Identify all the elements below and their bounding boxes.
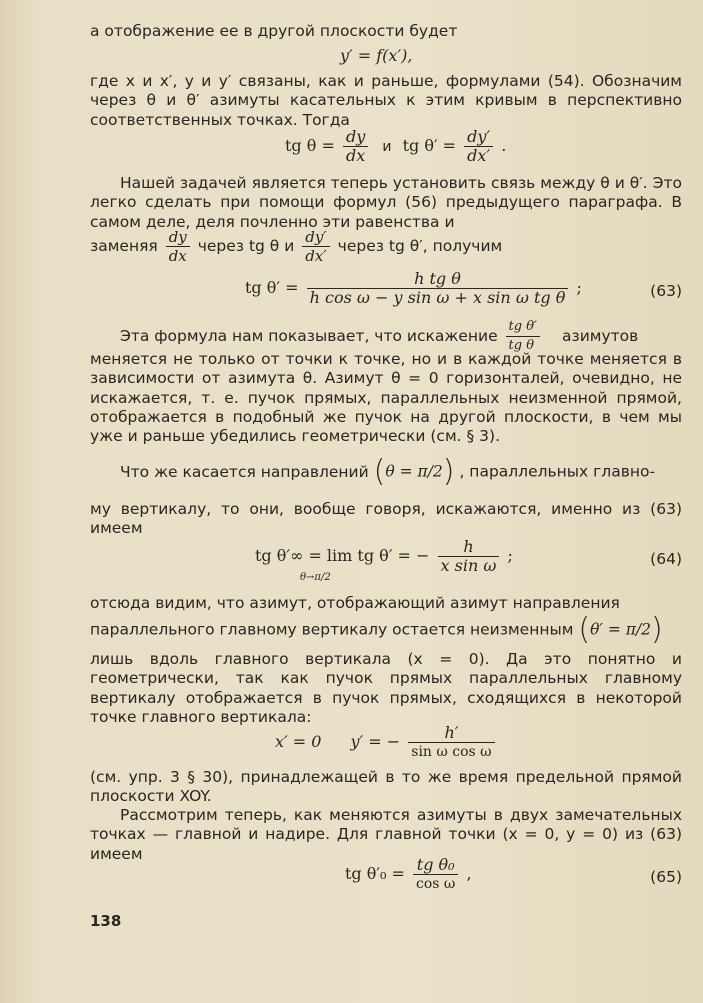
paragraph-reference: (см. упр. 3 § 30), принадлежащей в то же время предельной прямой плоскости XOY. <box>90 768 682 806</box>
paragraph-replace-line <box>90 228 682 268</box>
distortion-text-a: Эта формула нам показывает, что искажение <box>120 327 498 345</box>
frac-dy: dy <box>166 228 190 247</box>
paragraph-distortion-line <box>90 318 682 354</box>
eq65-end: , <box>466 864 472 883</box>
paragraph-intro: а отображение ее в другой плоскости будет <box>90 22 458 40</box>
eq2-num1: dy <box>343 128 368 147</box>
paren2-open: ( <box>578 612 591 647</box>
paragraph-azimuth-def: где x и x′, y и y′ связаны, как и раньше, формулами (54). Обозначим через θ и θ′ азимуты касательных к этим кривым в перспективно соответственных точках. Тогда <box>90 72 682 129</box>
vp-y: y′ = − <box>350 732 401 751</box>
eq63-den: h cos ω − y sin ω + x sin ω tg θ <box>309 288 566 307</box>
equation-65 <box>90 856 682 900</box>
equation-tangent-azimuths <box>90 128 682 172</box>
eq63-frac <box>307 270 569 307</box>
equation-curve-text: y′ = f(x′), <box>340 46 413 65</box>
paragraph-directions: му вертикалу, то они, вообще говоря, искажаются, именно из (63) имеем <box>90 500 682 538</box>
directions-text-a: Что же касается направлений <box>120 462 369 481</box>
equation-63 <box>90 270 682 314</box>
eq2-mid: tg θ′ = <box>402 136 457 155</box>
eq65-den: cos ω <box>416 876 456 892</box>
vp-den: sin ω cos ω <box>411 744 492 760</box>
replace-through-2: через tg θ′, получим <box>337 237 503 255</box>
paragraph-main-vertical: лишь вдоль главного вертикала (x = 0). Да это понятно и геометрически, так как пучок прямых параллельных главному вертикалу отображается в пучок прямых, сходящихся в некоторой точке главного вертикала: <box>90 650 682 726</box>
paragraph-remarkable-points: Рассмотрим теперь, как меняются азимуты в двух замечательных точках — главной и надире. Для главной точки (x = 0, y = 0) из (63) имеем <box>90 806 682 863</box>
eq63-end: ; <box>576 278 582 297</box>
eq63-left: tg θ′ = <box>245 278 299 297</box>
page-number: 138 <box>90 912 122 930</box>
equation-number-65: (65) <box>650 868 682 886</box>
eq64-num: h <box>438 538 500 557</box>
direction-condition: θ = π/2 <box>385 462 443 481</box>
eq64-left: tg θ′∞ = lim tg θ′ = − <box>255 546 430 565</box>
frac-dyp-dxp <box>302 228 329 265</box>
eq65-left: tg θ′₀ = <box>345 864 405 883</box>
eq2-den1: dx <box>345 146 366 165</box>
eq2-left: tg θ = <box>285 136 335 155</box>
eq64-limit-sub: θ→π/2 <box>300 572 331 583</box>
eq2-end: . <box>501 136 507 155</box>
paragraph-distortion: меняется не только от точки к точке, но и в каждой точке меняется в зависимости от азимута θ. Азимут θ = 0 горизонталей, очевидно, не искажается, т. е. пучок прямых, параллельных неизменной прямой, отображается в подобный же пучок на другой плоскости, в чем мы уже и раньше убедились геометрически (см. § 3). <box>90 350 682 446</box>
unchanged-text: параллельного главному вертикалу остается неизменным <box>90 620 574 639</box>
frac-dxp: dx′ <box>305 247 327 265</box>
frac-dy-dx <box>166 228 190 265</box>
eq2-num2: dy′ <box>464 128 493 147</box>
paren-close: ) <box>442 454 455 489</box>
eq2-den2: dx′ <box>467 146 491 165</box>
ratio-num: tg θ′ <box>506 318 540 337</box>
unchanged-condition: θ′ = π/2 <box>590 620 652 639</box>
replace-through-1: через tg θ и <box>197 237 295 255</box>
eq65-num: tg θ₀ <box>413 856 458 875</box>
equation-number-63: (63) <box>650 282 682 300</box>
directions-text-b: , параллельных главно- <box>459 462 656 481</box>
paragraph-directions-line <box>90 454 682 498</box>
vp-frac <box>408 724 494 761</box>
paragraph-unchanged-line <box>90 612 682 648</box>
vp-x: x′ = 0 <box>275 732 322 751</box>
eq2-and: и <box>382 139 392 155</box>
paragraph-conclusion: отсюда видим, что азимут, отображающий азимут направления <box>90 594 620 612</box>
eq2-frac2 <box>464 128 493 165</box>
eq64-den: x sin ω <box>440 556 497 575</box>
ratio-den: tg θ <box>508 338 535 353</box>
eq64-end: ; <box>507 546 513 565</box>
vp-num: h′ <box>408 724 494 743</box>
frac-dyp: dy′ <box>302 228 329 247</box>
eq2-frac1 <box>343 128 368 165</box>
eq65-frac <box>413 856 458 893</box>
paren2-close: ) <box>651 612 663 647</box>
equation-vanishing-point <box>90 724 682 768</box>
eq64-frac <box>438 538 500 575</box>
replace-word: заменяя <box>90 237 158 255</box>
equation-curve <box>90 44 682 74</box>
frac-dx: dx <box>168 247 187 265</box>
eq63-num: h tg θ <box>307 270 569 289</box>
equation-number-64: (64) <box>650 550 682 568</box>
equation-64 <box>90 538 682 588</box>
paragraph-task: Нашей задачей является теперь установить связь между θ и θ′. Это легко сделать при помощи формул (56) предыдущего параграфа. В самом деле, деля почленно эти равенства и <box>90 174 682 231</box>
distortion-text-b: азимутов <box>561 327 639 345</box>
paren-open: ( <box>373 454 386 489</box>
